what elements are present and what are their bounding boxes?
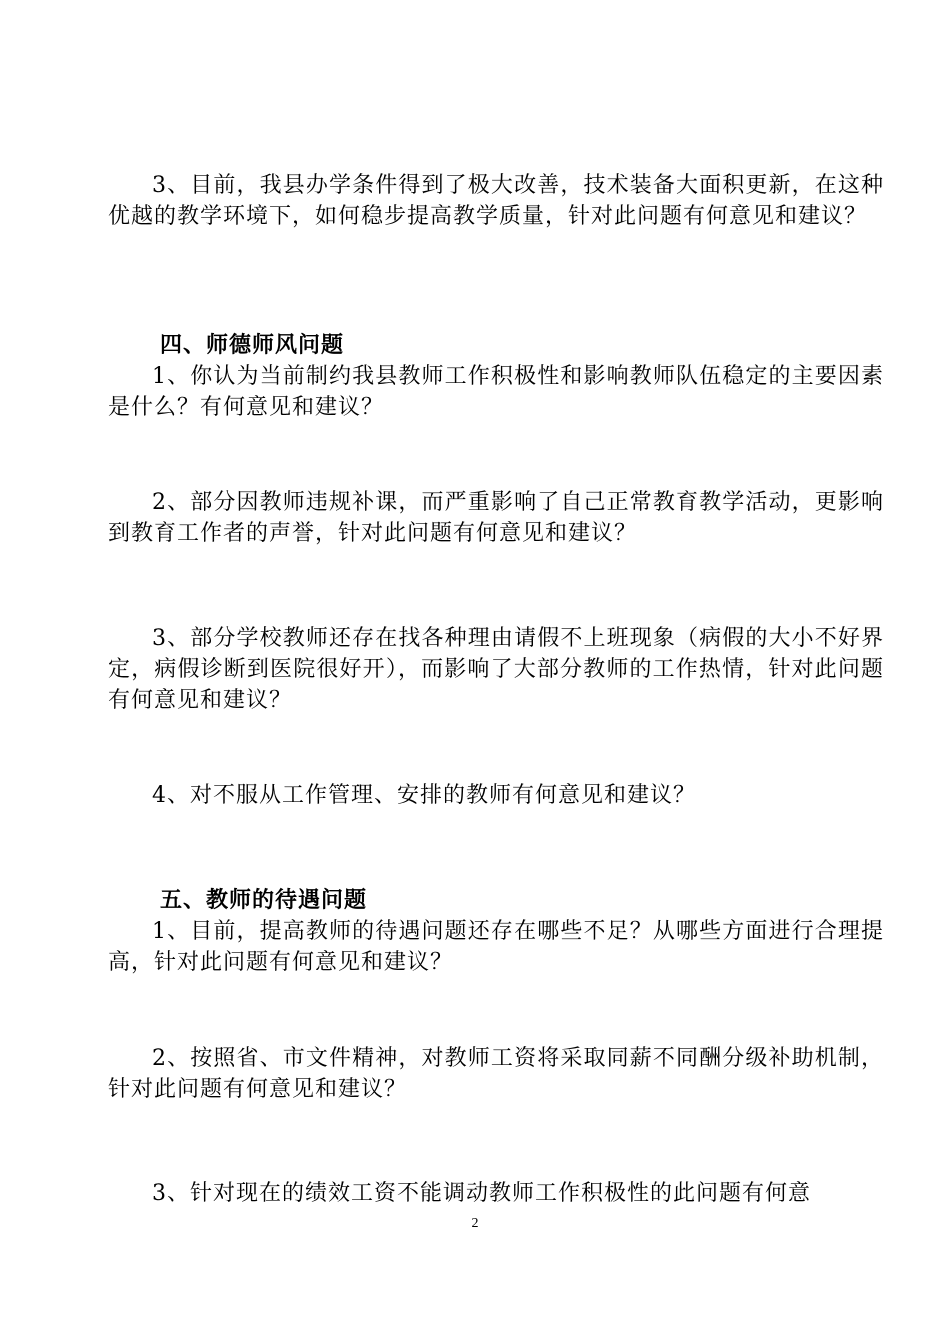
paragraph-section3-item3: 3、目前，我县办学条件得到了极大改善，技术装备大面积更新，在这种优越的教学环境下，如何稳步提高教学质量，针对此问题有何意见和建议？: [108, 173, 884, 229]
page-number: 2: [471, 1216, 479, 1231]
section5-item-2: 2、按照省、市文件精神，对教师工资将采取同薪不同酬分级补助机制，针对此问题有何意见和建议？: [108, 1046, 884, 1102]
section4-item-2: 2、部分因教师违规补课，而严重影响了自己正常教育教学活动，更影响到教育工作者的声誉，针对此问题有何意见和建议？: [108, 490, 884, 546]
section4-heading: 四、师德师风问题: [160, 332, 345, 358]
section5-item-3: 3、针对现在的绩效工资不能调动教师工作积极性的此问题有何意: [152, 1181, 811, 1206]
section4-item-4: 4、对不服从工作管理、安排的教师有何意见和建议？: [152, 783, 696, 808]
section4-item-1: 1、你认为当前制约我县教师工作积极性和影响教师队伍稳定的主要因素是什么？有何意见和建议？: [108, 364, 884, 420]
section5-heading: 五、教师的待遇问题: [160, 887, 368, 913]
section5-item-1: 1、目前，提高教师的待遇问题还存在哪些不足？从哪些方面进行合理提高，针对此问题有何意见和建议？: [108, 919, 884, 975]
section4-item-3: 3、部分学校教师还存在找各种理由请假不上班现象（病假的大小不好界定，病假诊断到医院很好开），而影响了大部分教师的工作热情，针对此问题有何意见和建议？: [108, 626, 884, 713]
